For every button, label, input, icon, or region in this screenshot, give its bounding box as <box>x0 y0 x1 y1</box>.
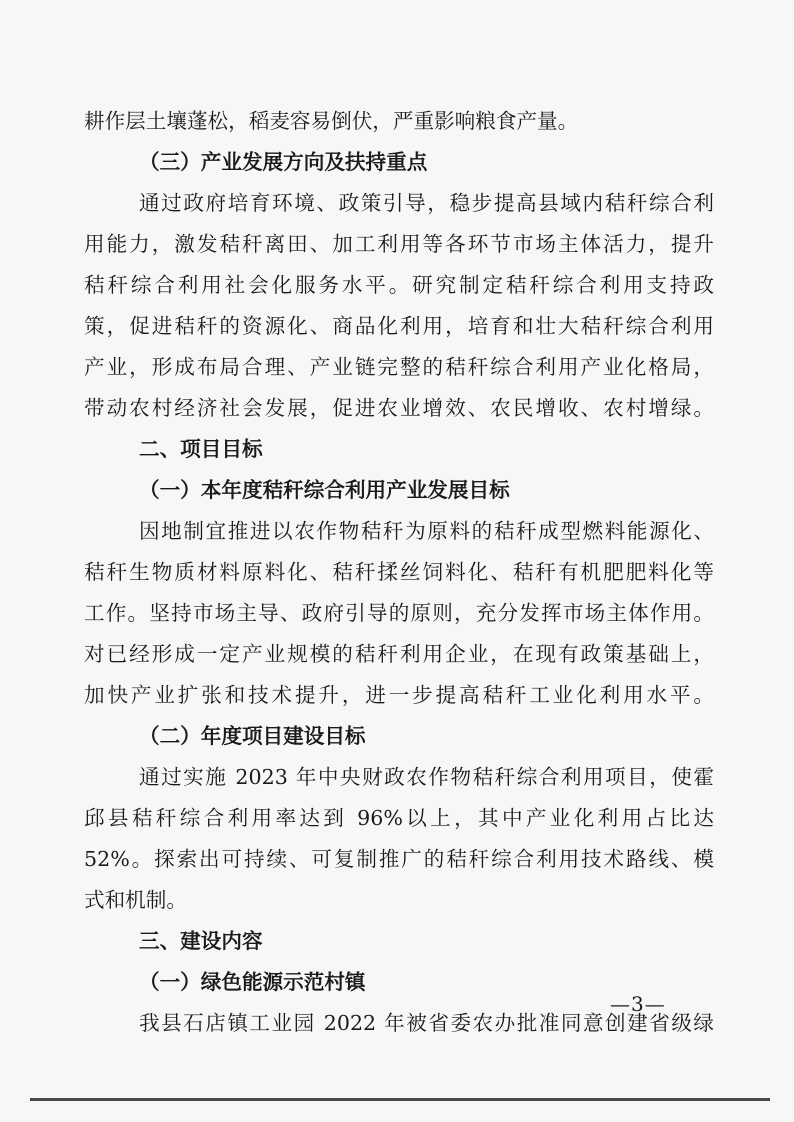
paragraph-line: 秸秆综合利用社会化服务水平。研究制定秸秆综合利用支持政 <box>84 273 714 297</box>
paragraph-line: 我县石店镇工业园 2022 年被省委农办批准同意创建省级绿 <box>139 1011 714 1035</box>
paragraph-line: 工作。坚持市场主导、政府引导的原则，充分发挥市场主体作用。 <box>84 601 714 625</box>
paragraph-line: 52%。探索出可持续、可复制推广的秸秆综合利用技术路线、模 <box>84 847 714 871</box>
section-heading-3: 三、建设内容 <box>139 929 263 953</box>
page-number: —3— <box>610 992 666 1016</box>
document-body <box>84 101 714 1044</box>
section-subheading-2-2: （二）年度项目建设目标 <box>139 724 366 748</box>
paragraph-line: 秸秆生物质材料原料化、秸秆揉丝饲料化、秸秆有机肥肥料化等 <box>84 560 714 584</box>
paragraph-line: 产业，形成布局合理、产业链完整的秸秆综合利用产业化格局， <box>84 355 714 379</box>
paragraph-line: 加快产业扩张和技术提升，进一步提高秸秆工业化利用水平。 <box>84 683 714 707</box>
paragraph-line: 策，促进秸秆的资源化、商品化利用，培育和壮大秸秆综合利用 <box>84 314 714 338</box>
paragraph-line: 对已经形成一定产业规模的秸秆利用企业，在现有政策基础上， <box>84 642 714 666</box>
section-subheading-2-1: （一）本年度秸秆综合利用产业发展目标 <box>139 478 510 502</box>
paragraph-line: 通过实施 2023 年中央财政农作物秸秆综合利用项目，使霍 <box>139 765 714 789</box>
section-subheading-3-1: （一）绿色能源示范村镇 <box>139 970 366 994</box>
paragraph-line: 用能力，激发秸秆离田、加工利用等各环节市场主体活力，提升 <box>84 232 714 256</box>
section-heading-2: 二、项目目标 <box>139 437 263 461</box>
bottom-rule <box>30 1098 770 1101</box>
paragraph-line: 耕作层土壤蓬松，稻麦容易倒伏，严重影响粮食产量。 <box>84 109 579 133</box>
paragraph-line: 带动农村经济社会发展，促进农业增效、农民增收、农村增绿。 <box>84 396 714 420</box>
paragraph-line: 邱县秸秆综合利用率达到 96%以上，其中产业化利用占比达 <box>84 806 714 830</box>
paragraph-line: 因地制宜推进以农作物秸秆为原料的秸秆成型燃料能源化、 <box>139 519 714 543</box>
paragraph-line: 通过政府培育环境、政策引导，稳步提高县域内秸秆综合利 <box>139 191 714 215</box>
section-subheading-3: （三）产业发展方向及扶持重点 <box>139 150 428 174</box>
paragraph-line: 式和机制。 <box>84 888 187 912</box>
